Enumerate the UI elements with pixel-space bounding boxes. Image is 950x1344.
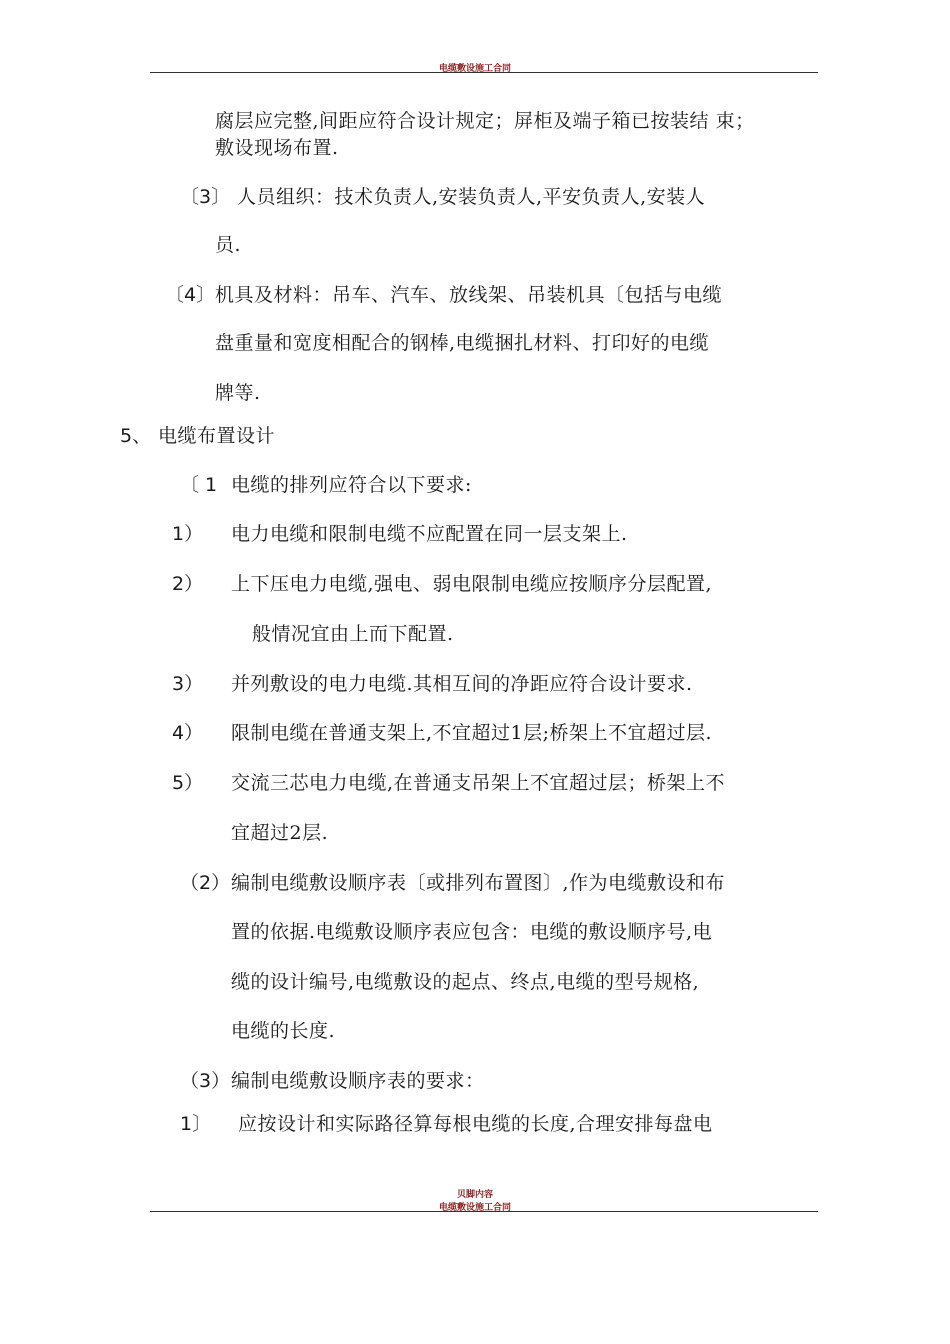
footer-line-1: 贝脚内容 bbox=[456, 1190, 493, 1200]
text-line: 电力电缆和限制电缆不应配置在同一层支架上. bbox=[231, 523, 628, 545]
text-line: 应按设计和实际路径算每根电缆的长度,合理安排每盘电 bbox=[238, 1113, 713, 1135]
text-line: 上下压电力电缆,强电、弱电限制电缆应按顺序分层配置, bbox=[231, 573, 713, 595]
item-marker: 4） bbox=[172, 722, 204, 744]
text-line: 交流三芯电力电缆,在普通支吊架上不宜超过层；桥架上不 bbox=[231, 772, 726, 794]
text-line: 编制电缆敷设顺序表的要求： bbox=[231, 1070, 485, 1092]
text-line: 般情况宜由上而下配置. bbox=[252, 623, 454, 645]
text-line: 腐层应完整,间距应符合设计规定；屏柜及端子箱已按装结 束； bbox=[215, 110, 755, 132]
item-marker: 1） bbox=[172, 523, 204, 545]
item-marker: （3） bbox=[180, 1070, 231, 1092]
footer-rule bbox=[150, 1211, 818, 1212]
item-marker: 1〕 bbox=[180, 1113, 212, 1135]
item-marker: 〔 1 bbox=[180, 474, 218, 496]
text-line: 机具及材料：吊车、汽车、放线架、吊装机具〔包括与电缆 bbox=[215, 284, 723, 306]
text-line: 编制电缆敷设顺序表〔或排列布置图〕,作为电缆敷设和布 bbox=[231, 872, 726, 894]
text-line: 宜超过2层. bbox=[231, 822, 329, 844]
section-marker: 5、 bbox=[120, 425, 152, 447]
text-line: 人员组织：技术负责人,安装负责人,平安负责人,安装人 bbox=[237, 186, 706, 208]
item-marker: 5） bbox=[172, 772, 204, 794]
text-line: 电缆的长度. bbox=[231, 1020, 336, 1042]
text-line: 员. bbox=[215, 234, 242, 256]
text-line: 盘重量和宽度相配合的钢棒,电缆捆扎材料、打印好的电缆 bbox=[215, 332, 710, 354]
text-line: 缆的设计编号,电缆敷设的起点、终点,电缆的型号规格, bbox=[231, 971, 700, 993]
text-line: 牌等. bbox=[215, 382, 261, 404]
text-line: 置的依据.电缆敷设顺序表应包含：电缆的敷设顺序号,电 bbox=[231, 921, 713, 943]
footer-line-2: 电缆敷设施工合同 bbox=[438, 1203, 511, 1213]
item-marker: 〔3〕 bbox=[180, 186, 231, 208]
section-title: 电缆布置设计 bbox=[158, 425, 276, 447]
header-title: 电缆敷设施工合同 bbox=[438, 64, 511, 74]
text-line: 并列敷设的电力电缆.其相互间的净距应符合设计要求. bbox=[231, 673, 693, 695]
text-line: 敷设现场布置. bbox=[215, 137, 339, 159]
text-line: 电缆的排列应符合以下要求: bbox=[231, 474, 472, 496]
item-marker: 〔4〕 bbox=[165, 284, 216, 306]
item-marker: （2） bbox=[180, 872, 231, 894]
item-marker: 3） bbox=[172, 673, 204, 695]
header-rule bbox=[150, 72, 818, 73]
item-marker: 2） bbox=[172, 573, 204, 595]
text-line: 限制电缆在普通支架上,不宜超过1层;桥架上不宜超过层. bbox=[231, 722, 713, 744]
